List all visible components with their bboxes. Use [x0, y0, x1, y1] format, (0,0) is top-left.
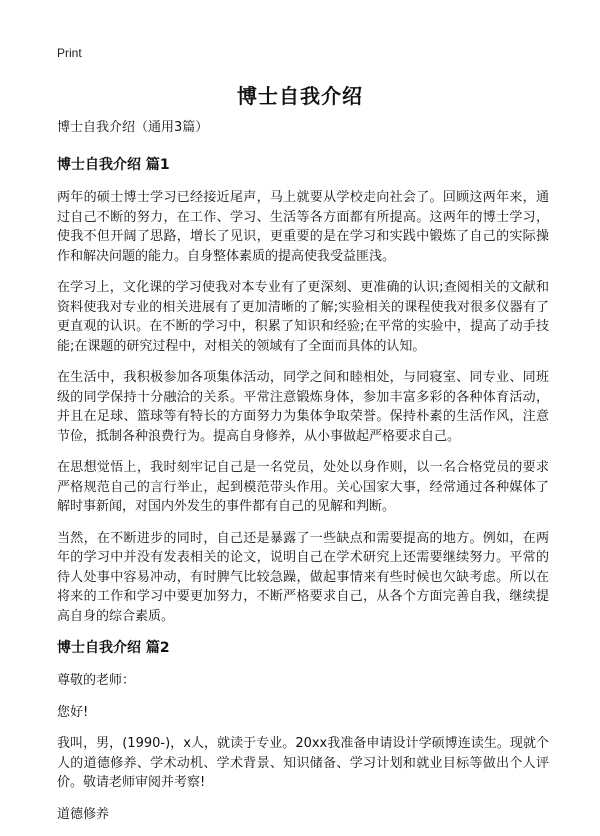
paragraph: 道德修养 — [57, 806, 110, 822]
paragraph: 在生活中，我积极参加各项集体活动，同学之间和睦相处，与同寝室、同专业、同班级的同学保持十分融洽的关系。平常注意锻炼身体，参加丰富多彩的各种体育活动，并且在足球、篮球等有特长的方面努力为集体争取荣誉。保持朴素的生活作风，注意节俭，抵制各种浪费行为。提高自身修养，从小事做起严格要求自己。 — [57, 370, 549, 444]
document-body — [57, 118, 549, 836]
greeting-line: 您好! — [57, 704, 89, 720]
section-heading-1: 博士自我介绍 篇1 — [57, 157, 170, 173]
paragraph: 在思想觉悟上，我时刻牢记自己是一名党员，处处以身作则，以一名合格党员的要求严格规范自己的言行举止，起到模范带头作用。关心国家大事，经常通过各种媒体了解时事新闻，对国内外发生的事件都有自己的见解和判断。 — [57, 460, 549, 514]
section-heading-2: 博士自我介绍 篇2 — [57, 640, 170, 656]
paragraph: 我叫，男，(1990-)，x人，就读于专业。20xx我准备申请设计学硕博连读生。现就个人的道德修养、学术动机、学术背景、知识储备、学习计划和就业目标等做出个人评价。敬请老师审阅并考察! — [57, 736, 549, 790]
paragraph: 两年的硕士博士学习已经接近尾声，马上就要从学校走向社会了。回顾这两年来，通过自己不断的努力，在工作、学习、生活等各方面都有所提高。这两年的博士学习，使我不但开阔了思路，增长了见识，更重要的是在学习和实践中锻炼了自己的实际操作和解决问题的能力。自身整体素质的提高使我受益匪浅。 — [57, 190, 549, 264]
paragraph: 在学习上，文化课的学习使我对本专业有了更深刻、更准确的认识;查阅相关的文献和资料使我对专业的相关进展有了更加清晰的了解;实验相关的课程使我对很多仪器有了更直观的认识。在不断的学习中，积累了知识和经验;在平常的实验中，提高了动手技能;在课题的研究过程中，对相关的领域有了全面而具体的认知。 — [57, 280, 549, 354]
document-subtitle: 博士自我介绍（通用3篇） — [57, 120, 209, 135]
greeting-line: 尊敬的老师： — [57, 673, 136, 688]
print-link[interactable]: Print — [57, 46, 82, 60]
paragraph: 当然，在不断进步的同时，自己还是暴露了一些缺点和需要提高的地方。例如，在两年的学习中并没有发表相关的论文，说明自己在学术研究上还需要继续努力。平常的待人处事中容易冲动，有时脾气比较急躁，做起事情来有些时候也欠缺考虑。所以在将来的工作和学习中要更加努力，不断严格要求自己，从各个方面完善自我，继续提高自身的综合素质。 — [57, 530, 549, 624]
page-title: 博士自我介绍 — [237, 84, 363, 108]
